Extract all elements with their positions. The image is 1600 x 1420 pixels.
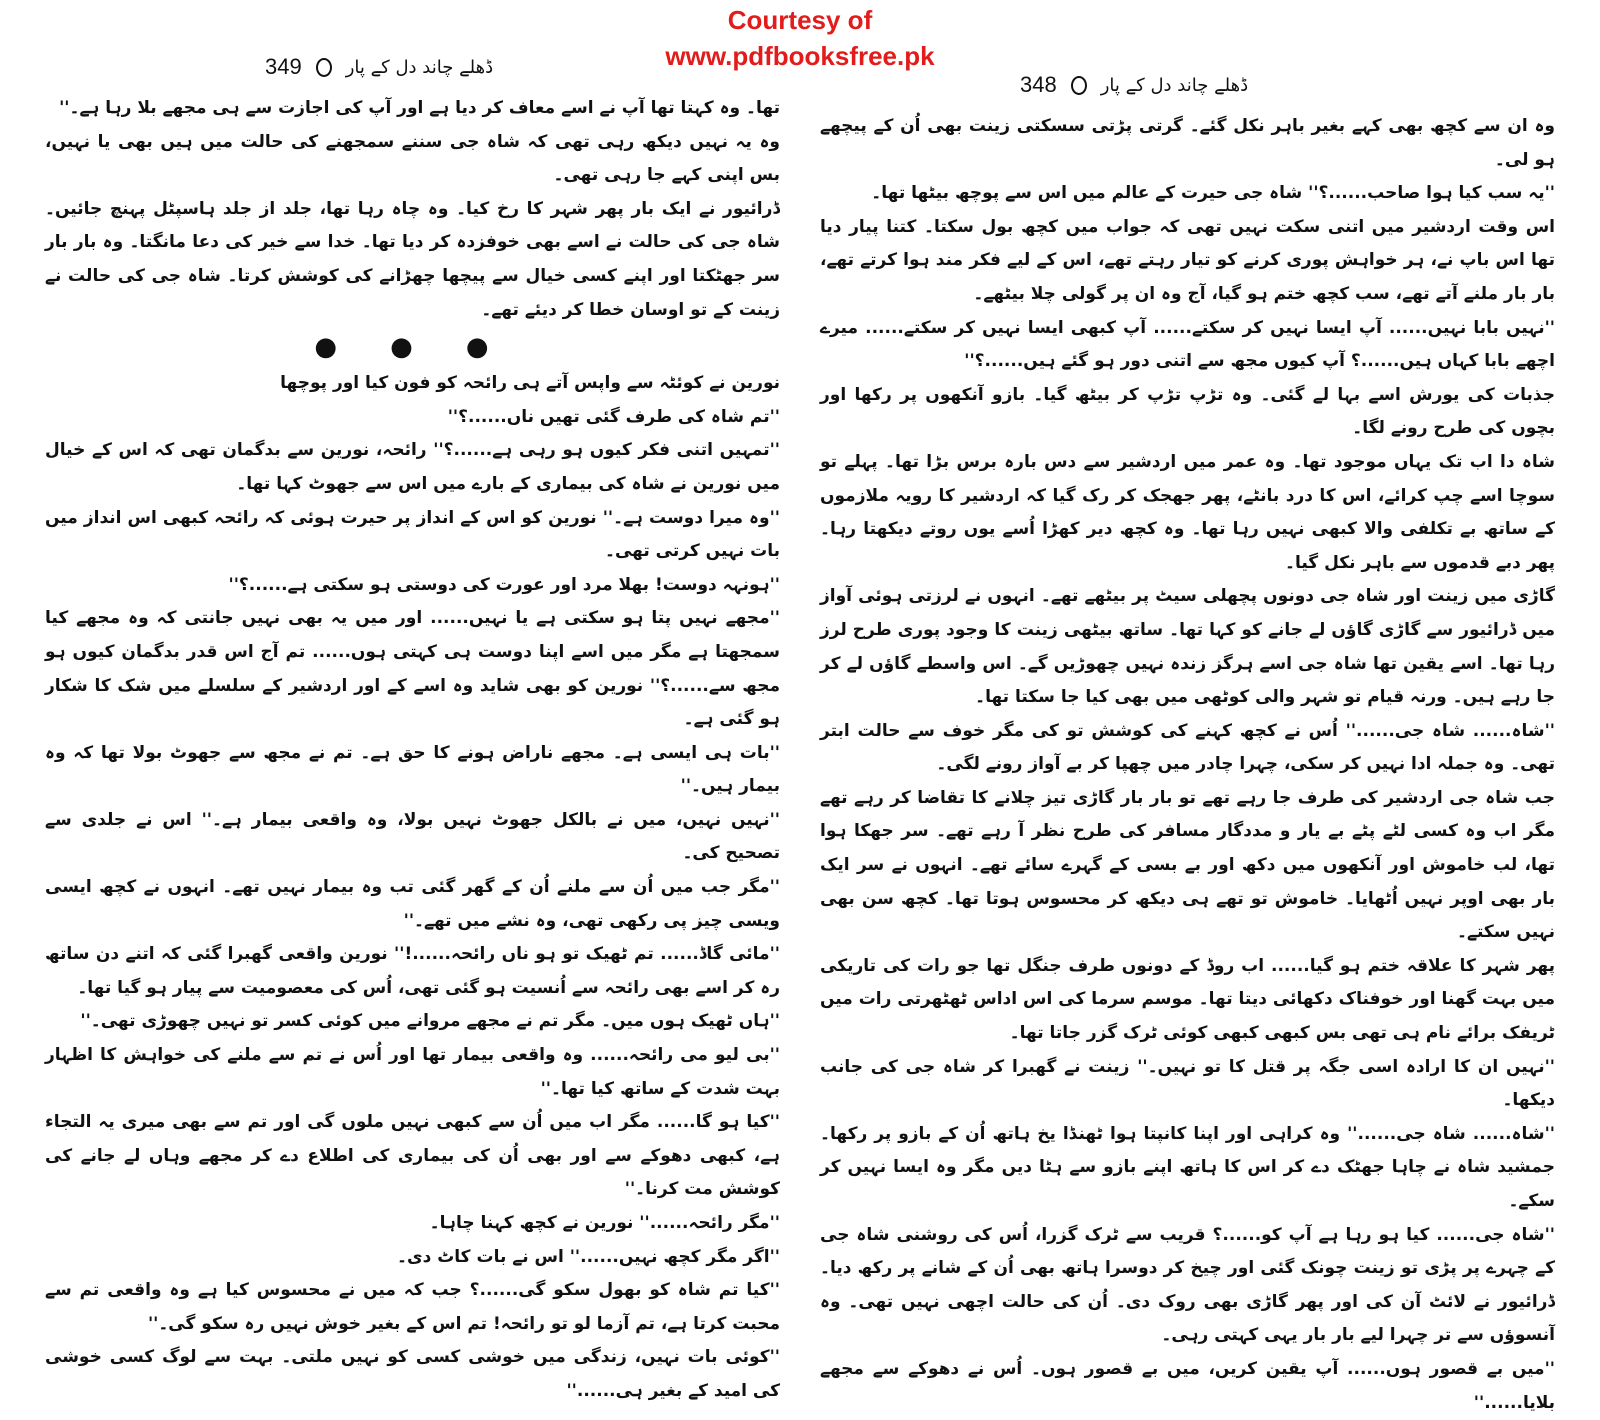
paragraph: ''یہ سب کیا ہوا صاحب......؟'' شاہ جی حیرت کے عالم میں اس سے پوچھ بیٹھا تھا۔ [871, 183, 1555, 204]
paragraph: جب شاہ جی اردشیر کی طرف جا رہے تھے تو بار بار گاڑی تیز چلانے کا تقاضا کر رہے تھے مگر اب وہ کسی لٹے پٹے بے یار و مددگار مسافر کی طرح نظر آ رہے تھے۔ سر جھکا ہوا تھا، لب خاموش اور آنکھوں میں دکھ اور بے بسی کے گہرے سائے تھے۔ انہوں نے سر ایک بار بھی اوپر نہیں اُٹھایا۔ خاموش تو تھے ہی دیکھ کر محسوس ہوتا تھا۔ کچھ سن بھی نہیں سکتے۔ [820, 787, 1555, 943]
paragraph: اس وقت اردشیر میں اتنی سکت نہیں تھی کہ جواب میں کچھ بول سکتا۔ کتنا پیار دیا تھا اس باپ نے، ہر خواہش پوری کرنے کو تیار رہتے تھے، اس کے لیے فکر مند ہوا کرتے تھے، بار بار ملنے آتے تھے، سب کچھ ختم ہو گیا، آج وہ ان پر گولی چلا بیٹھے۔ [820, 216, 1555, 304]
paragraph: ''مائی گاڈ...... تم ٹھیک تو ہو ناں رائحہ......!'' نورین واقعی گھبرا گئی کہ اتنے دن ساتھ رہ کر اسے بھی رائحہ سے اُنسیت ہو گئی تھی، اُس کی معصومیت سے پیار ہو گیا تھا۔ [45, 944, 780, 998]
page-number: 349 [265, 54, 302, 79]
paragraph: نورین نے کوئٹہ سے واپس آتے ہی رائحہ کو فون کیا اور پوچھا [280, 373, 780, 394]
paragraph: گاڑی میں زینت اور شاہ جی دونوں پچھلی سیٹ پر بیٹھے تھے۔ انہوں نے لرزتی ہوئی آواز میں ڈرائیور سے گاڑی گاؤں لے جانے کو کہا تھا۔ ساتھ بیٹھی زینت کا وجود پوری طرح لرز رہا تھا۔ اسے یقین تھا شاہ جی اسے ہرگز زندہ نہیں چھوڑیں گے۔ اس واسطے گاؤں لے کر جا رہے ہیں۔ ورنہ قیام تو شہر والی کوٹھی میں بھی کیا جا سکتا تھا۔ [820, 586, 1555, 708]
courtesy-website: www.pdfbooksfree.pk [665, 41, 935, 71]
paragraph: شاہ دا اب تک یہاں موجود تھا۔ وہ عمر میں اردشیر سے دس بارہ برس بڑا تھا۔ پہلے تو سوچا اسے چپ کرائے، اس کا درد بانٹے، پھر جھجک کر رک گیا کہ اردشیر کا رویہ ملازموں کے ساتھ بے تکلفی والا کبھی نہیں رہا تھا۔ وہ کچھ دیر کھڑا اُسے یوں روتے دیکھتا رہا۔ پھر دبے قدموں سے باہر نکل گیا۔ [820, 451, 1555, 573]
right-page [820, 68, 1555, 1420]
paragraph: ''مجھے نہیں پتا ہو سکتی ہے یا نہیں...... اور میں یہ بھی نہیں جانتی کہ وہ مجھے کیا سمجھتا ہے مگر میں اسے اپنا دوست ہی کہتی ہوں...... تم آج اس قدر بدگمان کیوں ہو مجھ سے......؟'' نورین کو بھی شاید وہ اسے کے اور اردشیر کے سلسلے میں شک کا شکار ہو گئی ہے۔ [45, 608, 780, 730]
paragraph: ''بی لیو می رائحہ...... وہ واقعی بیمار تھا اور اُس نے تم سے ملنے کی خواہش کا اظہار بہت شدت کے ساتھ کیا تھا۔'' [45, 1045, 780, 1099]
paragraph: ''ہونہہ دوست! بھلا مرد اور عورت کی دوستی ہو سکتی ہے......؟'' [228, 574, 780, 595]
right-page-header [820, 68, 1555, 102]
paragraph: جذبات کی یورش اسے بہا لے گئی۔ وہ تڑپ تڑپ کر بیٹھ گیا۔ بازو آنکھوں پر رکھا اور بچوں کی طرح رونے لگا۔ [820, 384, 1555, 439]
right-page-body [820, 110, 1555, 1420]
paragraph: ''شاہ...... شاہ جی......'' وہ کراہی اور اپنا کانپتا ہوا ٹھنڈا یخ ہاتھ اُن کے بازو پر رکھا۔ جمشید شاہ نے چاہا جھٹک دے کر اس کا ہاتھ اپنے بازو سے ہٹا دیں مگر وہ ایسا نہیں کر سکے۔ [820, 1123, 1555, 1211]
paragraph: ''مگر رائحہ......'' نورین نے کچھ کہنا چاہا۔ [429, 1213, 780, 1233]
paragraph: ''تمہیں اتنی فکر کیوں ہو رہی ہے......؟'' رائحہ، نورین سے بدگمان تھی کہ اس کے خیال میں نورین نے شاہ کی بیماری کے بارے میں اس سے جھوٹ کہا تھا۔ [45, 440, 780, 494]
paragraph: ''کوئی بات نہیں، زندگی میں خوشی کسی کو نہیں ملتی۔ بہت سے لوگ کسی خوشی کی امید کے بغیر ہی......'' [45, 1347, 780, 1401]
paragraph: ''کیا تم شاہ کو بھول سکو گی......؟ جب کہ میں نے محسوس کیا ہے وہ واقعی تم سے محبت کرتا ہے، تم آزما لو تو رائحہ! تم اس کے بغیر خوش نہیں رہ سکو گی۔'' [45, 1280, 780, 1334]
courtesy-line: Courtesy of [727, 5, 873, 35]
paragraph: ''وہ میرا دوست ہے۔'' نورین کو اس کے انداز پر حیرت ہوئی کہ رائحہ کبھی اس انداز میں بات نہیں کرتی تھی۔ [45, 507, 780, 562]
paragraph: ''بات ہی ایسی ہے۔ مجھے ناراض ہونے کا حق ہے۔ تم نے مجھ سے جھوٹ بولا تھا کہ وہ بیمار ہیں۔'' [45, 742, 780, 797]
paragraph: ڈرائیور نے ایک بار پھر شہر کا رخ کیا۔ وہ چاہ رہا تھا، جلد از جلد ہاسپٹل پہنچ جائیں۔ شاہ جی کی حالت نے اسے بھی خوفزدہ کر دیا تھا۔ خدا سے خیر کی دعا مانگتا۔ وہ بار بار سر جھٹکتا اور اپنے کسی خیال سے پیچھا چھڑانے کی کوشش کرتا۔ شاہ جی کی حالت نے زینت کے تو اوسان خطا کر دیئے تھے۔ [45, 198, 780, 320]
left-page-body [45, 92, 780, 1409]
paragraph: ''ہاں ٹھیک ہوں میں۔ مگر تم نے مجھے مروانے میں کوئی کسر تو نہیں چھوڑی تھی۔'' [80, 1011, 780, 1032]
paragraph: ''کیا ہو گا...... مگر اب میں اُن سے کبھی نہیں ملوں گی اور تم سے بھی میری یہ التجاء ہے، کبھی دھوکے سے اور بھی اُن کی بیماری کی اطلاع دے کر مجھے وہاں لے جانے کی کوشش مت کرنا۔'' [45, 1112, 780, 1200]
left-page [45, 50, 780, 1409]
paragraph: ''نہیں ان کا ارادہ اسی جگہ پر قتل کا تو نہیں۔'' زینت نے گھبرا کر شاہ جی کی جانب دیکھا۔ [820, 1056, 1555, 1111]
paragraph: ''نہیں نہیں، میں نے بالکل جھوٹ نہیں بولا، وہ واقعی بیمار ہے۔'' اس نے جلدی سے تصحیح کی۔ [45, 809, 780, 864]
paragraph: ''نہیں بابا نہیں...... آپ ایسا نہیں کر سکتے...... آپ کبھی ایسا نہیں کر سکتے...... میرے اچھے بابا کہاں ہیں......؟ آپ کیوں مجھ سے اتنی دور ہو گئے ہیں......؟'' [820, 317, 1555, 372]
left-page-header [45, 50, 780, 84]
paragraph: ''اگر مگر کچھ نہیں......'' اس نے بات کاٹ دی۔ [397, 1246, 780, 1267]
paragraph: وہ یہ نہیں دیکھ رہی تھی کہ شاہ جی سننے سمجھنے کی حالت میں ہیں بھی یا نہیں، بس اپنی کہے جا رہی تھی۔ [45, 131, 780, 186]
paragraph: وہ ان سے کچھ بھی کہے بغیر باہر نکل گئے۔ گرتی پڑتی سسکتی زینت بھی اُن کے پیچھے ہو لی۔ [820, 116, 1555, 170]
page-number: 348 [1020, 72, 1057, 97]
circle-ornament-icon [316, 58, 332, 77]
section-separator: ● ● ● [314, 332, 511, 363]
paragraph: ''شاہ...... شاہ جی......'' اُس نے کچھ کہنے کی کوشش تو کی مگر خوف سے حالت ابتر تھی۔ وہ جملہ ادا نہیں کر سکی، چہرا چادر میں چھپا کر بے آواز رونے لگی۔ [820, 720, 1555, 775]
paragraph: پھر شہر کا علاقہ ختم ہو گیا...... اب روڈ کے دونوں طرف جنگل تھا جو رات کی تاریکی میں بہت گھنا اور خوفناک دکھائی دیتا تھا۔ موسم سرما کی اس اداس ٹھٹھرتی رات میں ٹریفک برائے نام ہی تھی بس کبھی کبھی کوئی ٹرک گزر جاتا تھا۔ [820, 955, 1555, 1044]
book-title: ڈھلے چاند دل کے پار [345, 56, 494, 78]
paragraph: تھا۔ وہ کہتا تھا آپ نے اسے معاف کر دیا ہے اور آپ کی اجازت سے ہی مجھے بلا رہا ہے۔'' [59, 98, 780, 118]
paragraph: ''میں بے قصور ہوں...... آپ یقین کریں، میں بے قصور ہوں۔ اُس نے دھوکے سے مجھے بلایا......'' [820, 1358, 1555, 1413]
paragraph: ''مگر جب میں اُن سے ملنے اُن کے گھر گئی تب وہ بیمار نہیں تھے۔ انہوں نے کچھ ایسی ویسی چیز پی رکھی تھی، وہ نشے میں تھے۔'' [45, 877, 780, 931]
book-title: ڈھلے چاند دل کے پار [1100, 74, 1249, 96]
paragraph: ''شاہ جی...... کیا ہو رہا ہے آپ کو......؟ قریب سے ٹرک گزرا، اُس کی روشنی شاہ جی کے چہرے پر پڑی تو زینت چونک گئی اور چیخ کر دوسرا ہاتھ بھی اُن کے شانے پر رکھ دیا۔ ڈرائیور نے لائٹ آن کی اور پھر گاڑی بھی روک دی۔ اُن کی حالت اچھی نہیں تھی۔ وہ آنسوؤں سے تر چہرا لیے بار بار یہی کہتی رہی۔ [820, 1224, 1555, 1346]
circle-ornament-icon [1071, 76, 1087, 95]
paragraph: ''تم شاہ کی طرف گئی تھیں ناں......؟'' [447, 406, 780, 427]
